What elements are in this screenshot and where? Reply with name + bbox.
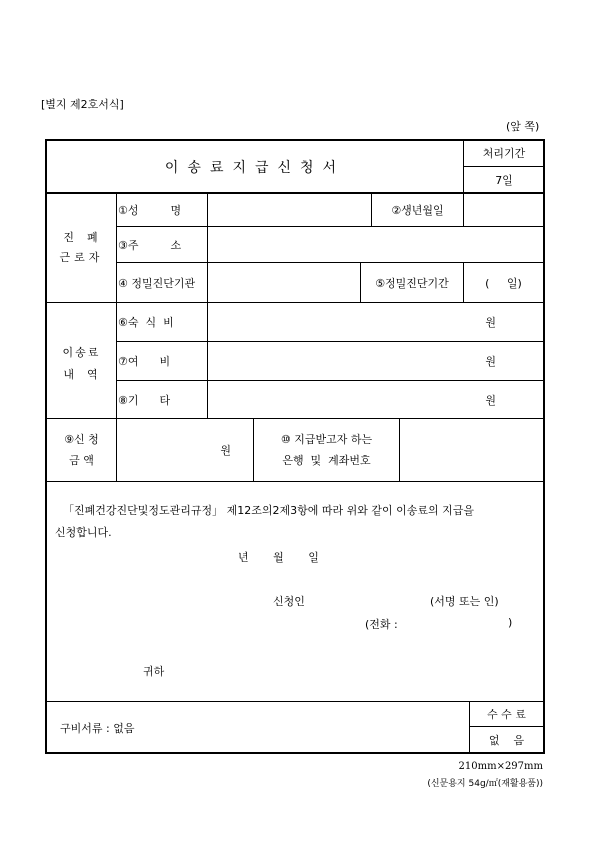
- bank-account-label: ⑩ 지급받고자 하는 은행 및 계좌번호: [280, 433, 373, 467]
- application-date[interactable]: 년 월 일: [238, 551, 319, 564]
- processing-period-value: 7일: [495, 173, 513, 187]
- fee-label: 수 수 료: [487, 708, 526, 721]
- other-label: ⑧기 타: [118, 393, 171, 407]
- form-title: 이송료지급신청서: [164, 159, 346, 176]
- address-field[interactable]: [208, 227, 543, 262]
- addressee: 귀하: [143, 665, 165, 678]
- phone-close: ): [508, 616, 513, 629]
- address-label: ③주 소: [118, 238, 182, 252]
- signature-placeholder[interactable]: (서명 또는 인): [430, 595, 499, 608]
- birthdate-field[interactable]: [464, 193, 543, 226]
- applicant-sign-label: 신청인: [273, 595, 305, 608]
- required-documents: 구비서류 : 없음: [60, 721, 135, 735]
- diagnosis-period-label: ⑤정밀진단기간: [375, 276, 449, 290]
- fee-value: 없 음: [488, 733, 525, 747]
- other-unit: 원: [485, 393, 496, 407]
- statement-text: 「진폐건강진단및정도관리규정」 제12조의2제3항에 따라 위와 같이 이송료의 지급을 신청합니다.: [55, 504, 475, 539]
- name-field[interactable]: [208, 193, 371, 226]
- request-amount-label: ⑨신 청 금 액: [64, 433, 99, 467]
- lodging-amount-field[interactable]: [208, 303, 543, 341]
- applicant-group-label: 진 폐 근로자: [59, 231, 104, 264]
- page-side-label: (앞 쪽): [506, 120, 540, 133]
- lodging-unit: 원: [485, 316, 496, 329]
- travel-label: ⑦여 비: [118, 355, 171, 368]
- form-number: [별지 제2호서식]: [41, 98, 124, 111]
- travel-amount-field[interactable]: [208, 342, 543, 380]
- lodging-label: ⑥숙 식 비: [118, 316, 174, 329]
- travel-unit: 원: [485, 355, 496, 368]
- processing-period-label: 처리기간: [482, 146, 526, 160]
- paper-spec: (신문용지 54g/㎡(재활용품)): [427, 779, 543, 789]
- institution-label: ④ 정밀진단기관: [118, 276, 196, 290]
- institution-field[interactable]: [208, 263, 360, 302]
- request-amount-field[interactable]: [117, 419, 253, 481]
- paper-size: 210mm×297mm: [458, 761, 543, 772]
- phone-label: (전화 :: [365, 618, 398, 631]
- birthdate-label: ②생년월일: [391, 203, 444, 217]
- costs-group-label: 이송료 내 역: [62, 346, 101, 381]
- other-amount-field[interactable]: [208, 381, 543, 418]
- bank-account-field[interactable]: [400, 419, 543, 481]
- name-label: ①성 명: [118, 203, 182, 217]
- diagnosis-period-field[interactable]: ( 일): [485, 276, 522, 290]
- request-unit: 원: [220, 444, 231, 457]
